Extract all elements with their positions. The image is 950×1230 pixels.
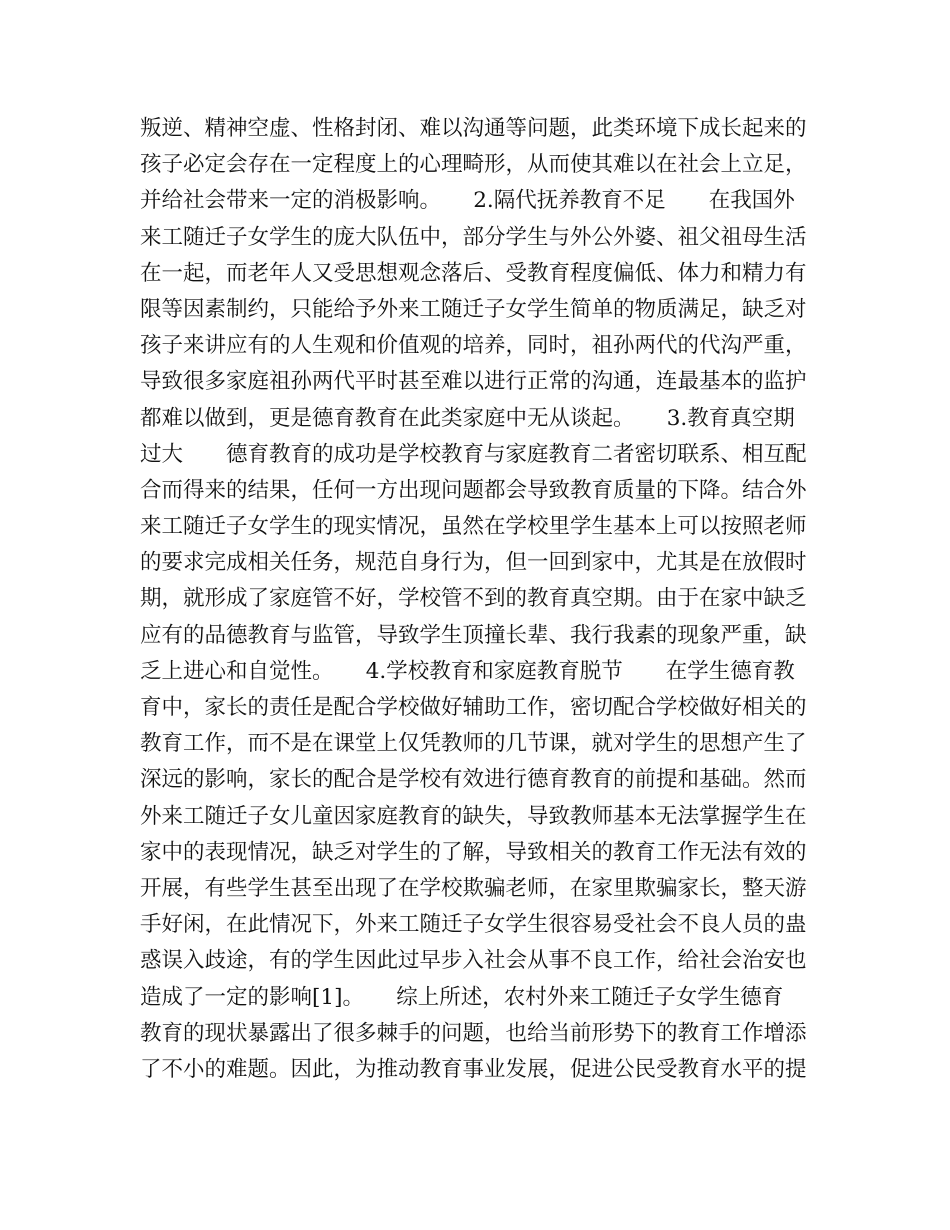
text-line: 惑误入歧途，有的学生因此过早步入社会从事不良工作，给社会治安也: [140, 948, 807, 974]
text-line: 来工随迁子女学生的现实情况，虽然在学校里学生基本上可以按照老师: [140, 514, 807, 540]
text-line: 在一起，而老年人又受思想观念落后、受教育程度偏低、体力和精力有: [140, 260, 807, 286]
text-line: 来工随迁子女学生的庞大队伍中，部分学生与外公外婆、祖父祖母生活: [140, 224, 807, 250]
text-line: 期，就形成了家庭管不好，学校管不到的教育真空期。由于在家中缺乏: [140, 586, 807, 612]
text-line: 教育工作，而不是在课堂上仅凭教师的几节课，就对学生的思想产生了: [140, 731, 807, 757]
text-line: 育中，家长的责任是配合学校做好辅助工作，密切配合学校做好相关的: [140, 695, 807, 720]
body-text: [140, 111, 820, 1088]
text-line: 过大 德育教育的成功是学校教育与家庭教育二者密切联系、相互配: [140, 441, 807, 467]
text-line: 乏上进心和自觉性。 4.学校教育和家庭教育脱节 在学生德育教: [140, 658, 795, 684]
text-line: 应有的品德教育与监管，导致学生顶撞长辈、我行我素的现象严重，缺: [140, 622, 807, 648]
text-line: 导致很多家庭祖孙两代平时甚至难以进行正常的沟通，连最基本的监护: [140, 369, 807, 395]
text-line: 外来工随迁子女儿童因家庭教育的缺失，导致教师基本无法掌握学生在: [140, 803, 807, 829]
text-line: 限等因素制约，只能给予外来工随迁子女学生简单的物质满足，缺乏对: [140, 296, 807, 322]
text-line: 开展，有些学生甚至出现了在学校欺骗老师，在家里欺骗家长，整天游: [140, 875, 807, 901]
text-line: 都难以做到，更是德育教育在此类家庭中无从谈起。 3.教育真空期: [140, 405, 795, 431]
text-line: 孩子来讲应有的人生观和价值观的培养，同时，祖孙两代的代沟严重，: [140, 333, 807, 359]
text-line: 合而得来的结果，任何一方出现问题都会导致教育质量的下降。结合外: [140, 477, 807, 503]
text-line: 叛逆、精神空虚、性格封闭、难以沟通等问题，此类环境下成长起来的: [140, 116, 807, 141]
text-line: 并给社会带来一定的消极影响。 2.隔代抚养教育不足 在我国外: [140, 188, 795, 214]
text-line: 孩子必定会存在一定程度上的心理畸形，从而使其难以在社会上立足，: [140, 152, 807, 178]
text-line: 的要求完成相关任务，规范自身行为，但一回到家中，尤其是在放假时: [140, 550, 807, 576]
text-line: 了不小的难题。因此，为推动教育事业发展，促进公民受教育水平的提: [140, 1056, 807, 1082]
text-line: 深远的影响，家长的配合是学校有效进行德育教育的前提和基础。然而: [140, 767, 807, 793]
text-line: 教育的现状暴露出了很多棘手的问题，也给当前形势下的教育工作增添: [140, 1020, 807, 1046]
text-line: 家中的表现情况，缺乏对学生的了解，导致相关的教育工作无法有效的: [140, 839, 807, 865]
text-line: 造成了一定的影响[1]。 综上所述，农村外来工随迁子女学生德育: [140, 984, 784, 1010]
text-line: 手好闲，在此情况下，外来工随迁子女学生很容易受社会不良人员的蛊: [140, 912, 807, 938]
